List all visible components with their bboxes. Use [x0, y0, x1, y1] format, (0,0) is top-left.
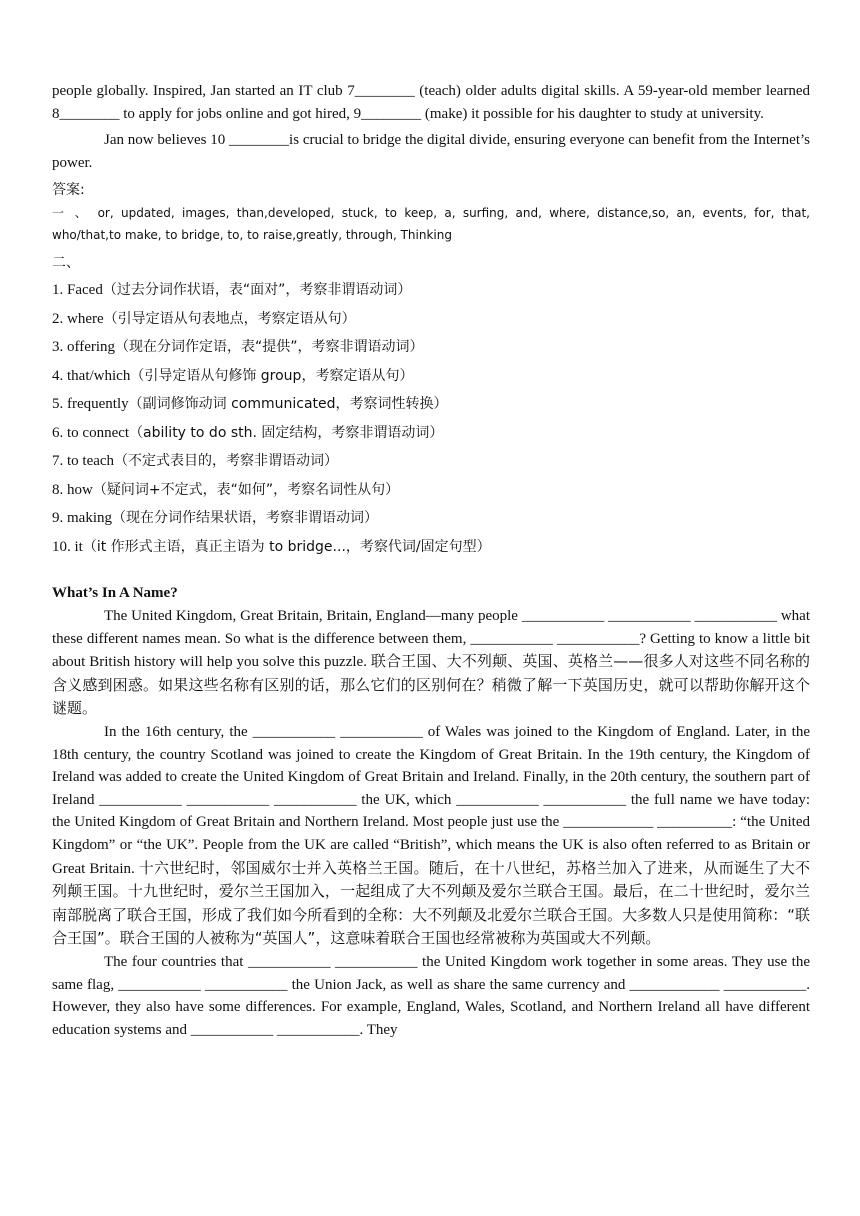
answer-item — [52, 390, 810, 419]
answer-item — [52, 305, 810, 334]
answers-section-2-label: 二、 — [52, 255, 80, 271]
article-paragraph-2-chinese: 十六世纪时，邻国威尔士并入英格兰王国。随后，在十八世纪，苏格兰加入了进来，从而诞生了大不列颠王国。十九世纪时，爱尔兰王国加入，一起组成了大不列颠及爱尔兰联合王国。最后，在二十世纪时，爱尔兰南部脱离了联合王国，形成了我们如今所看到的全称：大不列颠及北爱尔兰联合王国。大多数人只是使用简称：“联合王国”。联合王国的人被称为“英国人”，这意味着联合王国也经常被称为英国或大不列颠。 — [52, 858, 810, 948]
answer-item — [52, 362, 810, 391]
answer-explanation: （过去分词作状语，表“面对”，考察非谓语动词） — [102, 282, 412, 298]
passage-paragraph-7-9: people globally. Inspired, Jan started an IT club 7________ (teach) older adults digital skills. A 59-year-old member learned 8________ to apply for jobs online and got hired, 9________ (make) it possible for his daughter to study at university. — [52, 83, 810, 122]
answer-word: 5. frequently — [52, 396, 129, 412]
answer-explanation: （it 作形式主语，真正主语为 to bridge...，考察代词/固定句型） — [82, 538, 491, 555]
article-paragraph-3: The four countries that ___________ ___________ the United Kingdom work together in some areas. They use the same flag, ___________ ___________ the Union Jack, as well as share the same currency and ____________ ___________. However, they also have some differences. For example, England, Wales, Scotland, and Northern Ireland all have different education systems and ___________ ___________. They — [52, 953, 810, 1038]
answer-word: 1. Faced — [52, 282, 103, 298]
answer-word: 2. where — [52, 310, 104, 327]
answer-word: 7. to teach — [52, 453, 115, 469]
article-title: What’s In A Name? — [52, 585, 178, 601]
answers-section-1: 一 、 or, updated, images, than,developed, stuck, to keep, a, surfing, and, where, distance,so, an, events, for, that, who/that,to make, to bridge, to, to raise,greatly, through, Thinking — [52, 206, 810, 242]
answer-word: 10. it — [52, 538, 83, 555]
answer-explanation: （引导定语从句修饰 group，考察定语从句） — [130, 367, 414, 384]
answer-word: 6. to connect — [52, 424, 130, 441]
answer-item — [52, 447, 810, 476]
answer-item — [52, 533, 810, 562]
article-paragraph-2 — [52, 721, 810, 951]
answer-list — [52, 276, 810, 561]
answer-explanation: （现在分词作结果状语，考察非谓语动词） — [112, 510, 378, 526]
answer-word: 3. offering — [52, 339, 116, 355]
answer-item — [52, 419, 810, 448]
answer-word: 8. how — [52, 481, 93, 498]
answers-heading: 答案: — [52, 182, 85, 198]
answer-explanation: （ability to do sth. 固定结构，考察非谓语动词） — [129, 424, 444, 441]
article-body — [52, 605, 810, 1041]
article-paragraph-1-chinese: 联合王国、大不列颠、英国、英格兰——很多人对这些不同名称的含义感到困惑。如果这些名称有区别的话，那么它们的区别何在？稍微了解一下英国历史，就可以帮助你解开这个谜题。 — [52, 652, 810, 718]
answer-item — [52, 276, 810, 305]
answer-word: 4. that/which — [52, 367, 131, 384]
answer-explanation: （引导定语从句表地点，考察定语从句） — [103, 310, 356, 327]
passage-paragraph-10: Jan now believes 10 ________is crucial to bridge the digital divide, ensuring everyone can benefit from the Internet’s power. — [52, 132, 810, 171]
answer-explanation: （现在分词作定语，表“提供”，考察非谓语动词） — [115, 339, 424, 355]
answer-explanation: （不定式表目的，考察非谓语动词） — [114, 453, 339, 469]
answer-item — [52, 476, 810, 505]
article-paragraph-1-english: The United Kingdom, Great Britain, Britain, England—many people ___________ ___________ ___________ what these different names mean. So what is the difference between them, ___________ ___________? Getting to know a little bit about British history will help you solve this puzzle. — [52, 608, 810, 671]
answer-word: 9. making — [52, 510, 112, 526]
answer-item — [52, 504, 810, 533]
document-page — [52, 80, 810, 1041]
article-paragraph-2-english: In the 16th century, the ___________ ___________ of Wales was joined to the Kingdom of England. Later, in the 18th century, the country Scotland was joined to create the Kingdom of Great Britain. In the 19th century, the Kingdom of Ireland was added to create the United Kingdom of Great Britain and Ireland. Finally, in the 20th century, the southern part of Ireland ___________ ___________ ___________ the UK, which ___________ ___________ the full name we have today: the United Kingdom of Great Britain and Northern Ireland. Most people just use the ____________ __________: “the United Kingdom” or “the UK”. People from the UK are called “British”, which means the UK is also often referred to as Britain or Great Britain. — [52, 723, 810, 877]
answer-explanation: （疑问词+不定式，表“如何”，考察名词性从句） — [92, 481, 400, 498]
article-paragraph-1 — [52, 605, 810, 721]
answer-explanation: （副词修饰动词 communicated，考察词性转换） — [128, 396, 448, 412]
answer-item — [52, 333, 810, 362]
